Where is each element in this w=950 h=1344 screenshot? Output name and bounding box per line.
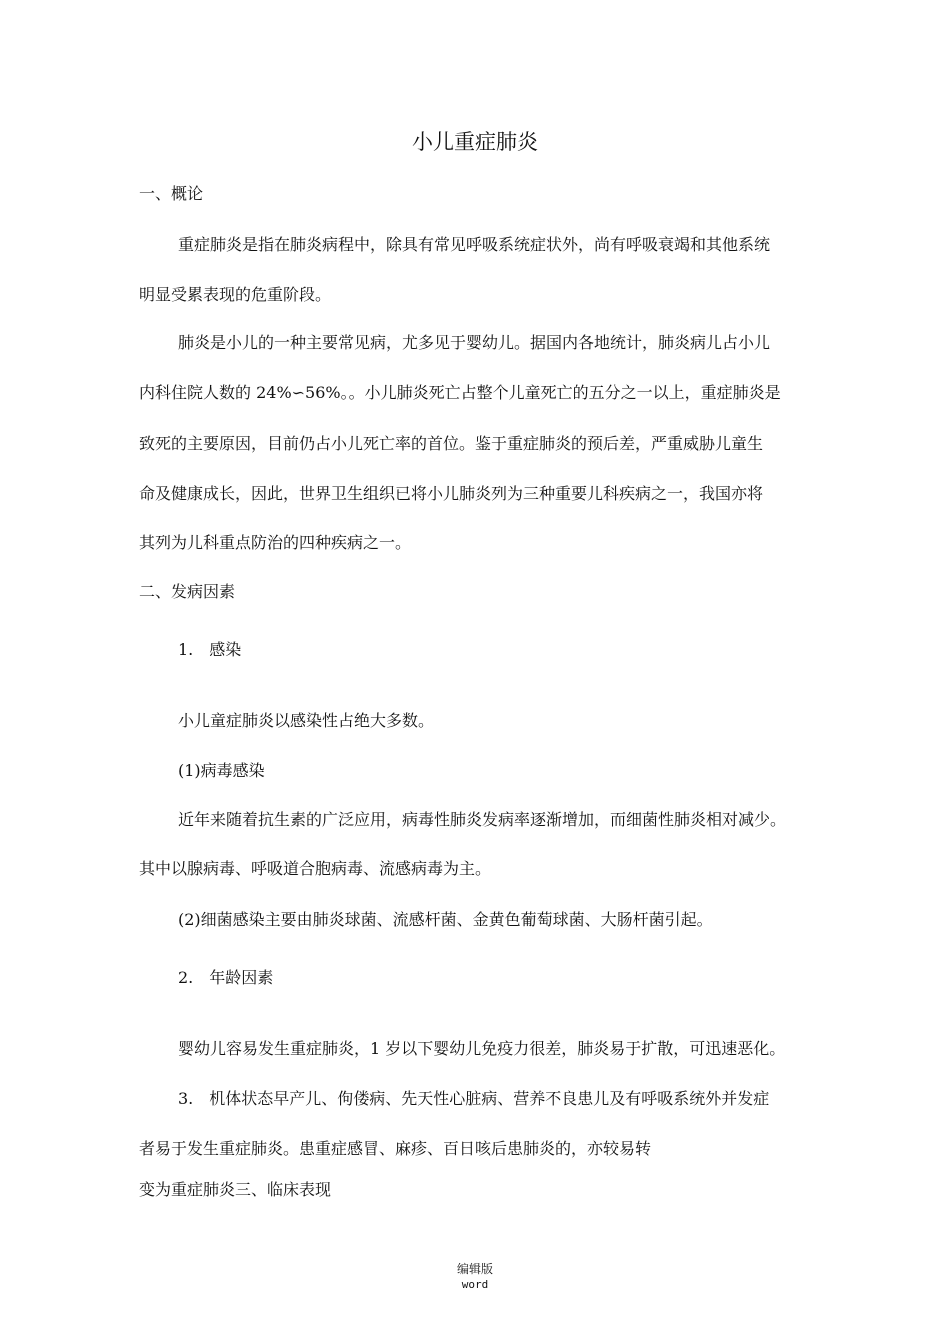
paragraph-line: 婴幼儿容易发生重症肺炎，1 岁以下婴幼儿免疫力很差，肺炎易于扩散，可迅速恶化。	[178, 1039, 786, 1058]
sub-item-bacterial: (2)细菌感染主要由肺炎球菌、流感杆菌、金黄色葡萄球菌、大肠杆菌引起。	[178, 910, 713, 929]
section-heading-causes: 二、发病因素	[139, 582, 236, 601]
paragraph-line: 变为重症肺炎三、临床表现	[139, 1180, 332, 1199]
footer-sublabel: word	[461, 1278, 489, 1291]
paragraph-line: 者易于发生重症肺炎。患重症感冒、麻疹、百日咳后患肺炎的，亦较易转	[139, 1139, 652, 1158]
footer-label: 编辑版	[456, 1262, 493, 1276]
paragraph-line: 重症肺炎是指在肺炎病程中，除具有常见呼吸系统症状外，尚有呼吸衰竭和其他系统	[178, 235, 771, 254]
paragraph-line: 小儿童症肺炎以感染性占绝大多数。	[178, 711, 435, 730]
paragraph-line: 其列为儿科重点防治的四种疾病之一。	[139, 533, 412, 552]
paragraph-line: 命及健康成长，因此，世界卫生组织已将小儿肺炎列为三种重要儿科疾病之一，我国亦将	[139, 484, 764, 503]
sub-item-viral: (1)病毒感染	[178, 761, 265, 780]
page-title: 小儿重症肺炎	[412, 130, 538, 154]
paragraph-line: 肺炎是小儿的一种主要常见病，尤多见于婴幼儿。据国内各地统计，肺炎病儿占小儿	[178, 333, 771, 352]
paragraph-line: 其中以腺病毒、呼吸道合胞病毒、流感病毒为主。	[139, 859, 492, 878]
list-item-body-state: 3. 机体状态早产儿、佝偻病、先天性心脏病、营养不良患儿及有呼吸系统外并发症	[178, 1089, 770, 1108]
list-item-age: 2. 年龄因素	[178, 968, 274, 987]
list-item-infection: 1. 感染	[178, 640, 242, 659]
paragraph-line: 内科住院人数的 24%∽56%。。小儿肺炎死亡占整个儿童死亡的五分之一以上，重症肺炎是	[139, 383, 781, 402]
paragraph-line: 明显受累表现的危重阶段。	[139, 285, 332, 304]
section-heading-overview: 一、概论	[139, 184, 204, 203]
paragraph-line: 近年来随着抗生素的广泛应用，病毒性肺炎发病率逐渐增加，而细菌性肺炎相对减少。	[178, 810, 787, 829]
paragraph-line: 致死的主要原因，目前仍占小儿死亡率的首位。鉴于重症肺炎的预后差，严重威胁儿童生	[139, 434, 764, 453]
